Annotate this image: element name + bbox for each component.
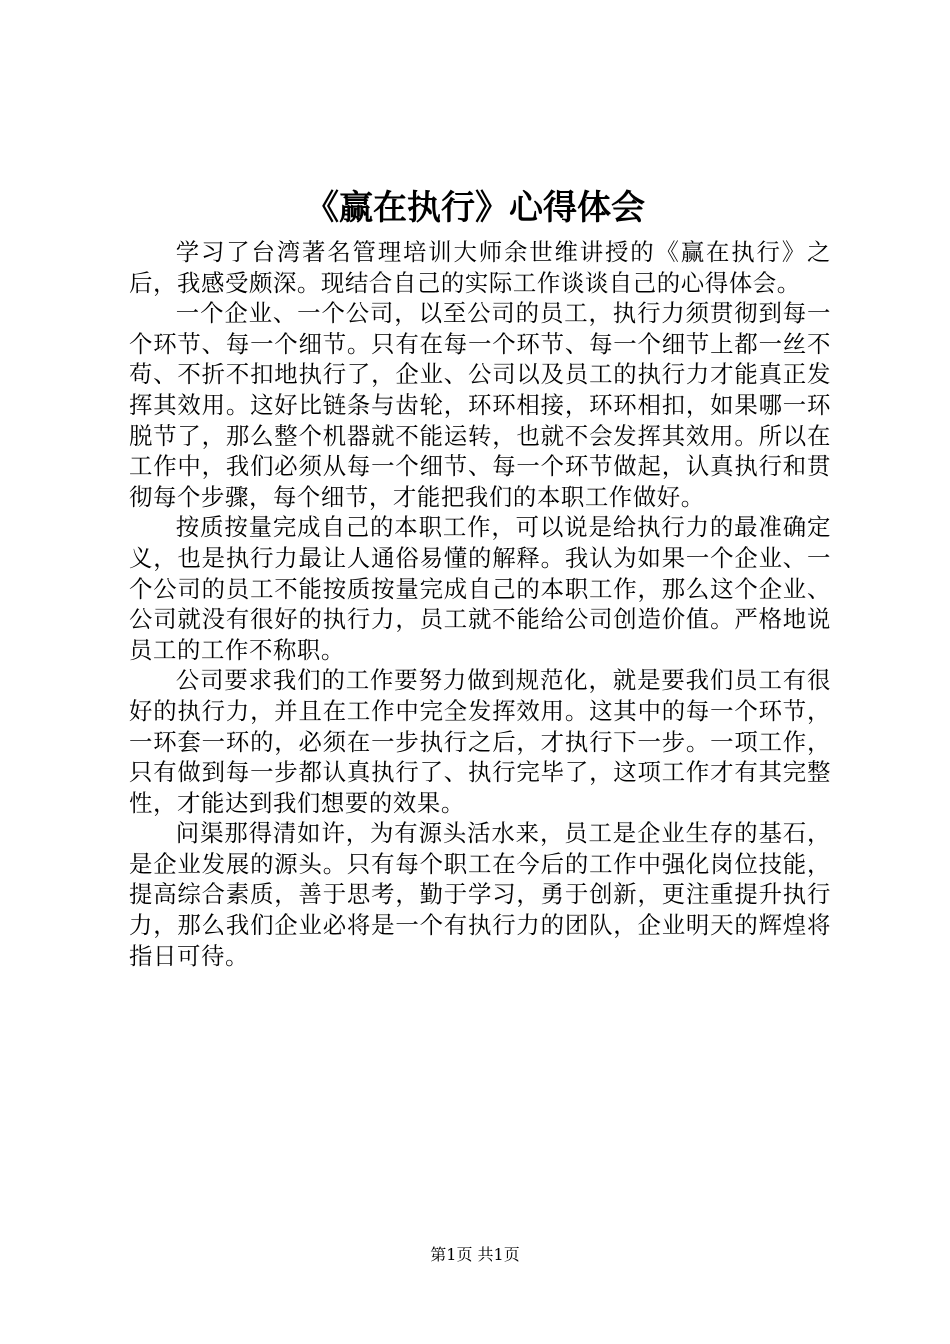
document-body xyxy=(129,237,831,971)
page-footer: 第1页 共1页 xyxy=(430,1245,520,1264)
paragraph: 学习了台湾著名管理培训大师余世维讲授的《赢在执行》之后，我感受颇深。现结合自己的实际工作谈谈自己的心得体会。 xyxy=(129,238,831,297)
paragraph: 公司要求我们的工作要努力做到规范化，就是要我们员工有很好的执行力，并且在工作中完全发挥效用。这其中的每一个环节，一环套一环的，必须在一步执行之后，才执行下一步。一项工作，只有做到每一步都认真执行了、执行完毕了，这项工作才有其完整性，才能达到我们想要的效果。 xyxy=(129,666,831,817)
document-title: 《赢在执行》心得体会 xyxy=(305,188,645,228)
paragraph: 问渠那得清如许，为有源头活水来，员工是企业生存的基石，是企业发展的源头。只有每个职工在今后的工作中强化岗位技能，提高综合素质，善于思考，勤于学习，勇于创新，更注重提升执行力，那么我们企业必将是一个有执行力的团队，企业明天的辉煌将指日可待。 xyxy=(129,819,831,970)
paragraph: 一个企业、一个公司，以至公司的员工，执行力须贯彻到每一个环节、每一个细节。只有在每一个环节、每一个细节上都一丝不苟、不折不扣地执行了，企业、公司以及员工的执行力才能真正发挥其效用。这好比链条与齿轮，环环相接，环环相扣，如果哪一环脱节了，那么整个机器就不能运转，也就不会发挥其效用。所以在工作中，我们必须从每一个细节、每一个环节做起，认真执行和贯彻每个步骤，每个细节，才能把我们的本职工作做好。 xyxy=(129,299,831,511)
paragraph: 按质按量完成自己的本职工作，可以说是给执行力的最准确定义，也是执行力最让人通俗易懂的解释。我认为如果一个企业、一个公司的员工不能按质按量完成自己的本职工作，那么这个企业、公司就没有很好的执行力，员工就不能给公司创造价值。严格地说员工的工作不称职。 xyxy=(129,513,831,664)
